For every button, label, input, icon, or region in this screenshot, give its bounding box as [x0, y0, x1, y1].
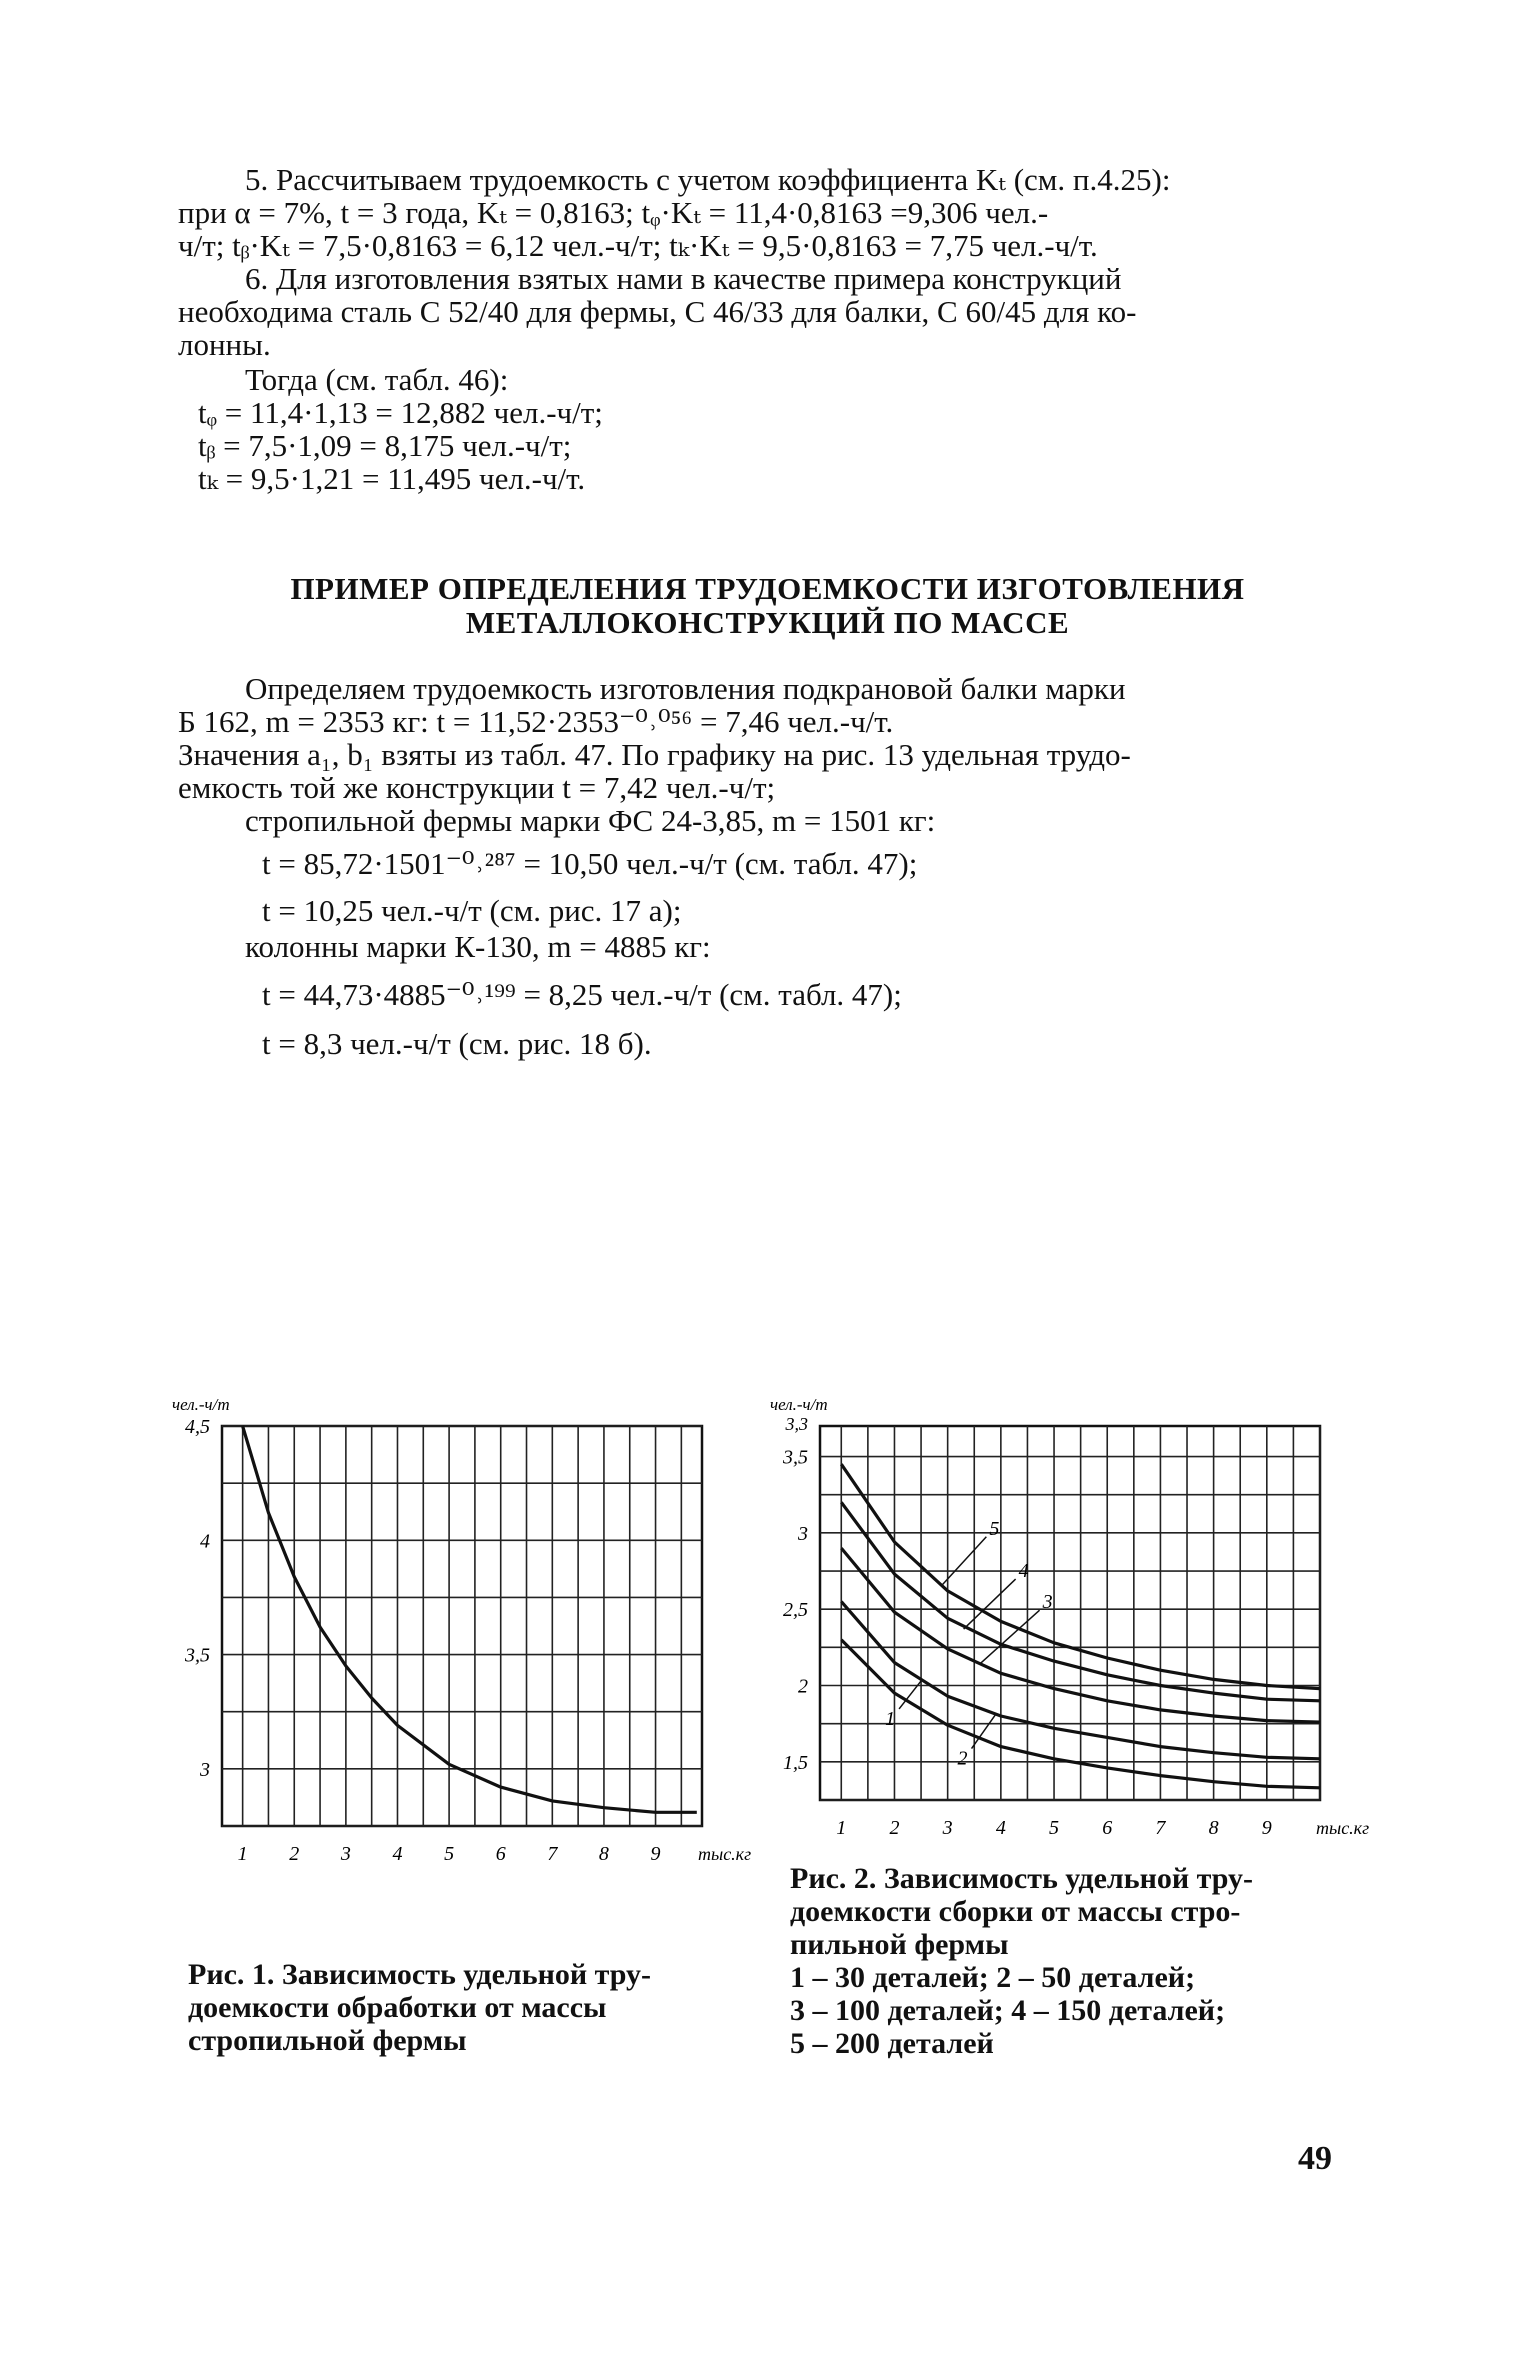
formula-tb: tᵦ = 7,5·1,09 = 8,175 чел.-ч/т; — [198, 428, 572, 463]
x-axis-label: тыс.кг — [698, 1844, 752, 1864]
example-line-5: стропильной фермы марки ФС 24-3,85, m = 1501 кг: — [245, 803, 936, 838]
paragraph-6-line-3: лонны. — [178, 327, 271, 362]
y-tick-label: 2 — [798, 1675, 808, 1698]
then-line: Тогда (см. табл. 46): — [245, 362, 509, 397]
x-tick-label: 1 — [836, 1817, 847, 1839]
paragraph-6-line-2: необходима сталь С 52/40 для фермы, С 46/33 для балки, С 60/45 для ко- — [178, 294, 1137, 329]
x-tick-label: 3 — [340, 1843, 351, 1865]
y-tick-label: 3 — [200, 1758, 210, 1781]
example-line-1: Определяем трудоемкость изготовления подкрановой балки марки — [245, 671, 1126, 706]
example-line-8: колонны марки К-130, m = 4885 кг: — [245, 929, 711, 964]
x-tick-label: 9 — [650, 1843, 661, 1865]
paragraph-6-line-1: 6. Для изготовления взятых нами в качестве примера конструкций — [245, 261, 1122, 296]
x-tick-label: 1 — [237, 1843, 248, 1865]
series-line-1 — [243, 1426, 697, 1812]
paragraph-5-line-2: при α = 7%, t = 3 года, Kₜ = 0,8163; tᵩ·Kₜ = 11,4·0,8163 =9,306 чел.- — [178, 195, 1049, 230]
example-line-3: Значения a₁, b₁ взяты из табл. 47. По графику на рис. 13 удельная трудо- — [178, 737, 1131, 772]
y-axis-label: чел.-ч/т — [172, 1395, 230, 1414]
series-label: 4 — [1018, 1560, 1029, 1583]
figure-2-legend-line-3: 5 – 200 деталей — [790, 2027, 994, 2060]
figure-2-legend-line-1: 1 – 30 деталей; 2 – 50 деталей; — [790, 1961, 1196, 1994]
figure-1-caption-line-2: доемкости обработки от массы — [188, 1991, 607, 2024]
example-line-2: Б 162, m = 2353 кг: t = 11,52·2353⁻⁰˒⁰⁵⁶ = 7,46 чел.-ч/т. — [178, 704, 894, 739]
paragraph-5-line-3: ч/т; tᵦ·Kₜ = 7,5·0,8163 = 6,12 чел.-ч/т; tₖ·Kₜ = 9,5·0,8163 = 7,75 чел.-ч/т. — [178, 228, 1098, 263]
x-tick-label: 2 — [889, 1817, 900, 1839]
x-tick-label: 5 — [444, 1843, 455, 1865]
x-tick-label: 6 — [495, 1843, 506, 1865]
x-tick-label: 4 — [392, 1843, 403, 1865]
y-top-label: 3,3 — [785, 1414, 808, 1434]
section-heading-line-1: ПРИМЕР ОПРЕДЕЛЕНИЯ ТРУДОЕМКОСТИ ИЗГОТОВЛЕНИЯ — [290, 571, 1245, 606]
formula-tf: tᵩ = 11,4·1,13 = 12,882 чел.-ч/т; — [198, 395, 603, 430]
formula-tk: tₖ = 9,5·1,21 = 11,495 чел.-ч/т. — [198, 461, 586, 496]
x-tick-label: 8 — [598, 1843, 609, 1865]
x-tick-label: 2 — [289, 1843, 300, 1865]
y-tick-label: 3,5 — [783, 1446, 808, 1469]
x-tick-label: 4 — [995, 1817, 1006, 1839]
x-tick-label: 8 — [1208, 1817, 1219, 1839]
series-leader-line — [942, 1537, 986, 1585]
x-tick-label: 9 — [1261, 1817, 1272, 1839]
example-formula-4: t = 8,3 чел.-ч/т (см. рис. 18 б). — [262, 1026, 652, 1061]
y-tick-label: 3 — [798, 1522, 808, 1545]
series-label: 3 — [1042, 1591, 1053, 1614]
x-tick-label: 6 — [1102, 1817, 1113, 1839]
x-axis-label: тыс.кг — [1316, 1818, 1370, 1838]
example-formula-3: t = 44,73·4885⁻⁰˒¹⁹⁹ = 8,25 чел.-ч/т (см. табл. 47); — [262, 977, 902, 1012]
figure-1-caption-line-3: стропильной фермы — [188, 2024, 467, 2057]
paragraph-5-line-1: 5. Рассчитываем трудоемкость с учетом коэффициента Kₜ (см. п.4.25): — [245, 162, 1171, 197]
page-number: 49 — [1298, 2140, 1332, 2177]
figure-2-caption-line-2: доемкости сборки от массы стро- — [790, 1895, 1241, 1928]
x-tick-label: 3 — [942, 1817, 953, 1839]
example-formula-1: t = 85,72·1501⁻⁰˒²⁸⁷ = 10,50 чел.-ч/т (см. табл. 47); — [262, 846, 918, 881]
y-tick-label: 4 — [200, 1530, 210, 1553]
series-label: 5 — [989, 1517, 1000, 1540]
y-axis-label: чел.-ч/т — [770, 1395, 828, 1414]
y-tick-label: 1,5 — [783, 1751, 808, 1774]
figure-1-chart — [170, 1390, 752, 1870]
x-tick-label: 5 — [1049, 1817, 1060, 1839]
figure-2-chart — [760, 1390, 1370, 1850]
figure-2-caption-line-1: Рис. 2. Зависимость удельной тру- — [790, 1862, 1254, 1895]
x-tick-label: 7 — [1155, 1817, 1166, 1839]
example-formula-2: t = 10,25 чел.-ч/т (см. рис. 17 а); — [262, 893, 682, 928]
figure-1-caption-line-1: Рис. 1. Зависимость удельной тру- — [188, 1958, 652, 1991]
x-tick-label: 7 — [547, 1843, 558, 1865]
series-label: 2 — [957, 1747, 968, 1770]
y-tick-label: 2,5 — [783, 1599, 808, 1622]
section-heading-line-2: МЕТАЛЛОКОНСТРУКЦИЙ ПО МАССЕ — [465, 605, 1070, 640]
example-line-4: емкость той же конструкции t = 7,42 чел.-ч/т; — [178, 770, 776, 805]
y-tick-label: 4,5 — [185, 1416, 210, 1438]
figure-2-caption-line-3: пильной фермы — [790, 1928, 1009, 1961]
series-label: 1 — [885, 1707, 896, 1730]
figure-2-legend-line-2: 3 – 100 деталей; 4 – 150 деталей; — [790, 1994, 1226, 2027]
y-tick-label: 3,5 — [185, 1644, 210, 1667]
